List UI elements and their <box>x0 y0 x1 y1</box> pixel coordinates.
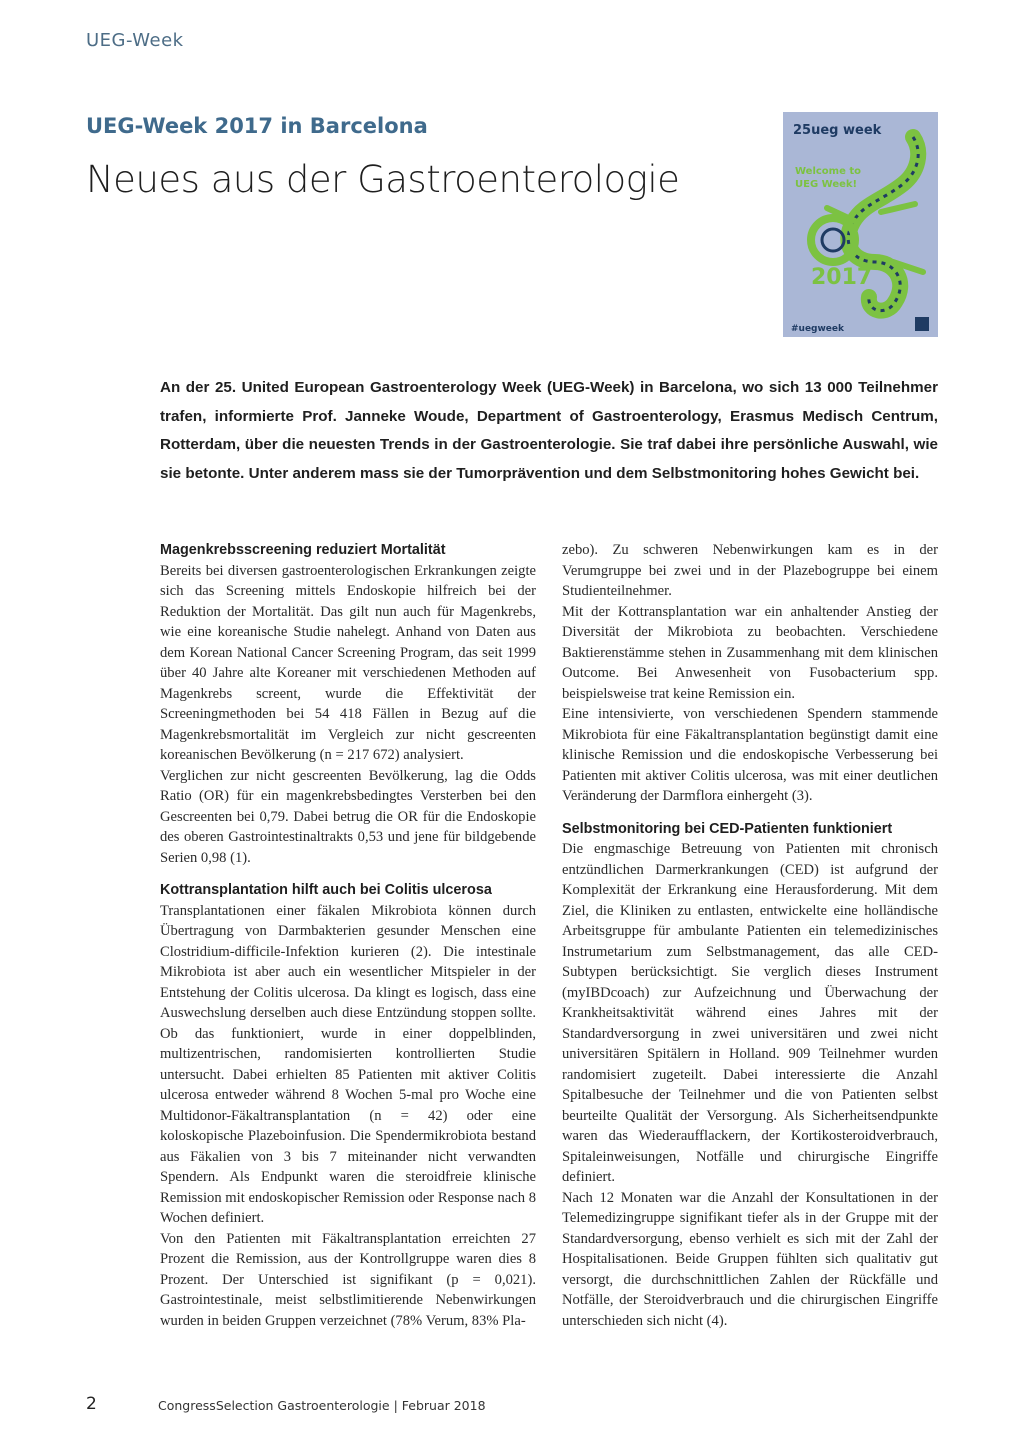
qr-code-icon <box>915 317 929 331</box>
article-title: Neues aus der Gastroenterologie <box>86 158 680 201</box>
paragraph: zebo). Zu schweren Nebenwirkungen kam es in der Verumgruppe bei zwei und in der Plazebogruppe bei einem Studienteilnehmer. <box>562 542 938 599</box>
article-lead: An der 25. United European Gastroenterology Week (UEG-Week) in Barcelona, wo sich 13 000 Teilnehmer trafen, informierte Prof. Janneke Woude, Department of Gastroenterology, Erasmus Medisch Centrum, Rotterdam, über die neuesten Trends in der Gastroenterologie. Sie traf dabei ihre persönliche Auswahl, wie sie betonte. Unter anderem mass sie der Tumorprävention und dem Selbstmonitoring hohes Gewicht bei. <box>160 379 938 482</box>
paragraph: Nach 12 Monaten war die Anzahl der Konsultationen in der Telemedizingruppe signifikant tiefer als in der Gruppe mit der Standardversorgung, ebenso verhielt es sich mit der Zahl der Hospitalisationen. Beide Gruppen fühlten sich qualitativ gut versorgt, die durchschnittlichen Zahlen der Rückfälle und Notfälle, der Steroidverbrauch und die chirurgischen Eingriffe unterschieden sich nicht (4). <box>562 1189 938 1329</box>
poster-hashtag: #uegweek <box>791 324 845 334</box>
right-column <box>562 540 938 1331</box>
event-poster-image <box>783 112 938 337</box>
paragraph: Eine intensivierte, von verschiedenen Spendern stammende Mikrobiota für eine Fäkaltransplantation begünstigt damit eine klinische Remission und die endoskopische Verbesserung bei Patienten mit aktiver Colitis ulcerosa, was mit einer deutlichen Veränderung der Darmflora einhergeht (3). <box>562 706 938 804</box>
section-heading-selbstmonitoring: Selbstmonitoring bei CED-Patienten funktioniert <box>562 820 893 837</box>
page-number: 2 <box>86 1394 97 1414</box>
section-heading-kottransplantation: Kottransplantation hilft auch bei Colitis ulcerosa <box>160 882 492 898</box>
poster-brand: 25ueg week <box>793 123 882 138</box>
article-kicker: UEG-Week 2017 in Barcelona <box>86 114 428 138</box>
poster-year: 2017 <box>811 265 873 290</box>
paragraph: Mit der Kottransplantation war ein anhaltender Anstieg der Diversität der Mikrobiota zu beobachten. Verschiedene Baktierenstämme stehen in Zusammenhang mit dem klinischen Outcome. Bei Anwesenheit von Fusobacterium spp. beispielsweise trat keine Remission ein. <box>562 603 938 702</box>
section-header: UEG-Week <box>86 30 184 51</box>
publication-info: CongressSelection Gastroenterologie | Februar 2018 <box>158 1398 486 1413</box>
left-column <box>160 540 536 1331</box>
paragraph: Verglichen zur nicht gescreenten Bevölkerung, lag die Odds Ratio (OR) für ein magenkrebsbedingtes Versterben bei den Gescreenten bei 0,79. Dabei betrug die OR für die Endoskopie des oberen Gastrointestinaltrakts 0,53 und jene für bildgebende Serien 0,98 (1). <box>160 767 536 866</box>
paragraph: Bereits bei diversen gastroenterologischen Erkrankungen zeigte sich das Screening mittels Endoskopie hilfreich bei der Reduktion der Mortalität. Das gilt nun auch für Magenkrebs, wie eine koreanische Studie nahelegt. Anhand von Daten aus dem Korean National Cancer Screening Program, das seit 1999 über 40 Jahre alte Koreaner mit verschiedenen Methoden auf Magenkrebs screent, wurde die Effektivität der Screeningmethoden bei 54 418 Fällen in Bezug auf die Magenkrebsmortalität im Vergleich zur nicht gescreenten koreanischen Bevölkerung (n = 217 672) analysiert. <box>160 562 536 763</box>
poster-welcome-2: UEG Week! <box>795 179 858 190</box>
page-footer <box>86 1394 486 1414</box>
paragraph: Transplantationen einer fäkalen Mikrobiota können durch Übertragung von Darmbakterien gesunder Menschen eine Clostridium-difficile-Infektion kurieren (2). Die intestinale Mikrobiota ist aber auch ein wesentlicher Mitspieler in der Entstehung der Colitis ulcerosa. Da klingt es logisch, dass eine Auswechslung derselben auch diese Entzündung stoppen sollte. Ob das funktioniert, wurde in einer doppelblinden, multizentrischen, randomisierten kontrollierten Studie untersucht. Dabei erhielten 85 Patienten mit aktiver Colitis ulcerosa entweder während 8 Wochen 5-mal pro Woche eine Multidonor-Fäkaltransplantation (n = 42) oder eine koloskopische Plazeboinfusion. Die Spendermikrobiota bestand aus Fäkalien von 3 bis 7 miteinander nicht verwandten Spendern. Als Endpunkt waren die steroidfreie klinische Remission mit endoskopischer Remission oder Response nach 8 Wochen definiert. <box>160 902 536 1226</box>
section-heading-magenkrebs: Magenkrebsscreening reduziert Mortalität <box>160 542 446 558</box>
paragraph: Die engmaschige Betreuung von Patienten mit chronisch entzündlichen Darmerkrankungen (CED) ist aufgrund der Komplexität der Erkrankung eine Herausforderung. Mit dem Ziel, die Kliniken zu entlasten, entwickelte eine holländische Arbeitsgruppe für ambulante Patienten ein telemedizinisches Instrumetarium zum Selbstmanagement, das alle CED-Subtypen berücksichtigt. Sie verglich dieses Instrument (myIBDcoach) zur Aufzeichnung und Überwachung der Krankheitsaktivität während eines Jahres mit der Standardversorgung in zwei universitären und zwei nicht universitären Spitälern in Holland. 909 Teilnehmer wurden randomisiert zugeteilt. Dabei interessierte die Anzahl Spitalbesuche der Teilnehmer und die von Patienten selbst beurteilte Qualität der Versorgung. Als Sicherheitsendpunkte waren das Wiederaufflackern, der Kortikosteroidverbrauch, Spitaleinweisungen, Notfälle und chirurgische Eingriffe definiert. <box>562 841 938 1185</box>
poster-welcome: Welcome to <box>795 166 862 177</box>
paragraph: Von den Patienten mit Fäkaltransplantation erreichten 27 Prozent die Remission, aus der Kontrollgruppe waren dies 8 Prozent. Der Unterschied ist signifikant (p = 0,021). Gastrointestinale, meist selbstlimitierende Nebenwirkungen wurden in beiden Gruppen verzeichnet (78% Verum, 83% Pla- <box>160 1230 536 1329</box>
